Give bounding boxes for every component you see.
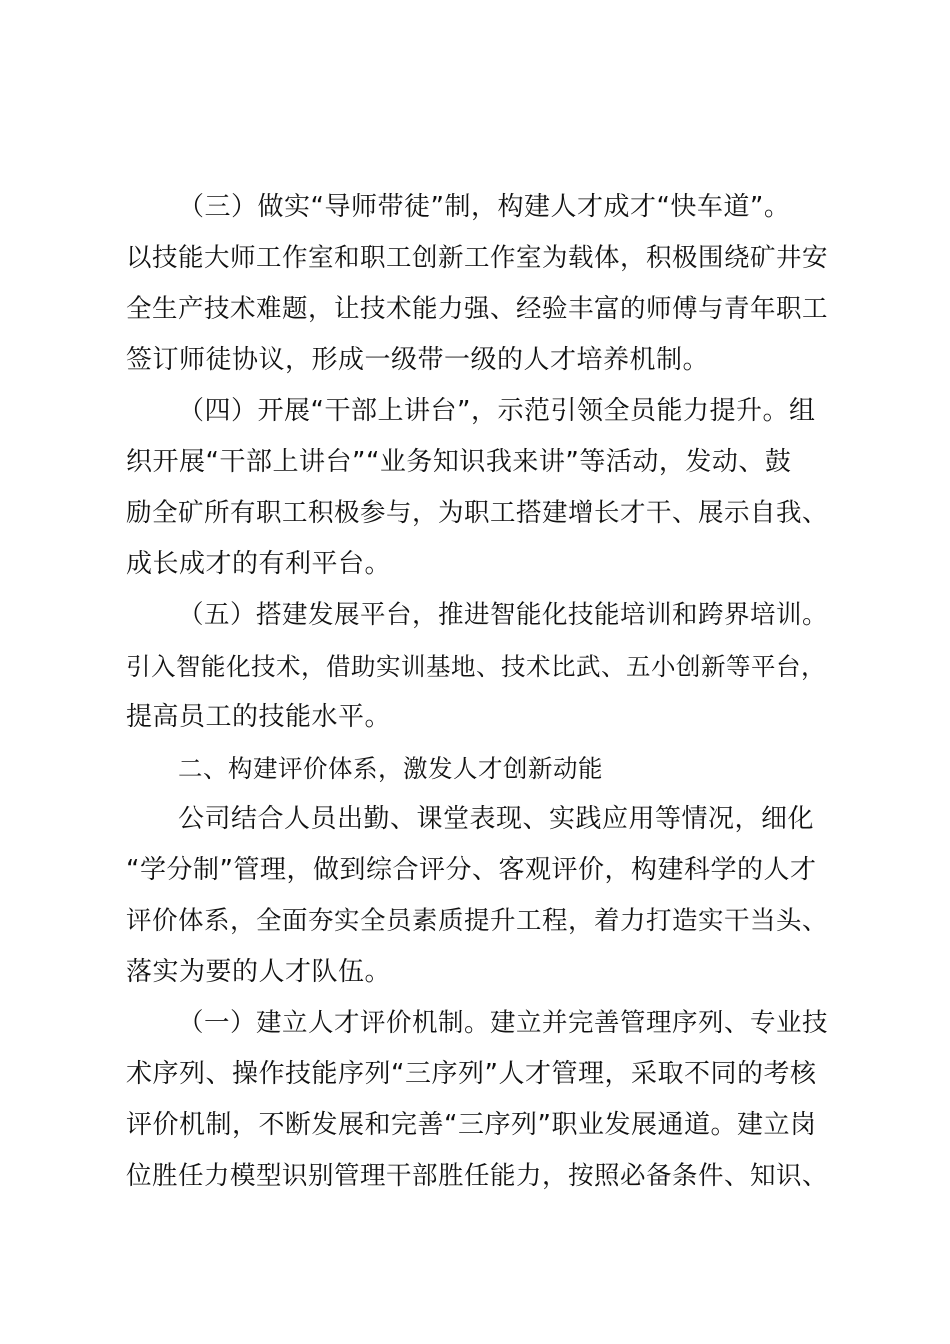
- paragraph-line: 织开展“干部上讲台”“业务知识我来讲”等活动，发动、鼓: [126, 447, 792, 477]
- paragraph-line: 励全矿所有职工积极参与，为职工搭建增长才干、展示自我、: [126, 498, 829, 528]
- paragraph-line: “学分制”管理，做到综合评分、客观评价，构建科学的人才: [126, 855, 817, 885]
- paragraph-line: 签订师徒协议，形成一级带一级的人才培养机制。: [126, 345, 710, 375]
- paragraph-line: 提高员工的技能水平。: [126, 702, 392, 732]
- paragraph-line: 位胜任力模型识别管理干部胜任能力，按照必备条件、知识、: [126, 1161, 829, 1191]
- document-body: [126, 182, 832, 1202]
- paragraph-line: 引入智能化技术，借助实训基地、技术比武、五小创新等平台，: [126, 652, 826, 681]
- paragraph-line: （四）开展“干部上讲台”，示范引领全员能力提升。组: [178, 396, 816, 426]
- paragraph-line: （五）搭建发展平台，推进智能化技能培训和跨界培训。: [178, 600, 829, 630]
- paragraph-line: 评价体系，全面夯实全员素质提升工程，着力打造实干当头、: [126, 906, 829, 936]
- paragraph-line: 成长成才的有利平台。: [126, 549, 392, 579]
- paragraph-line: 术序列、操作技能序列“三序列”人才管理，采取不同的考核: [126, 1059, 817, 1089]
- paragraph-line: （三）做实“导师带徒”制，构建人才成才“快车道”。: [178, 192, 791, 222]
- paragraph-line: 评价机制，不断发展和完善“三序列”职业发展通道。建立岗: [126, 1110, 817, 1140]
- section-heading: 二、构建评价体系，激发人才创新动能: [178, 754, 603, 783]
- paragraph-line: （一）建立人才评价机制。建立并完善管理序列、专业技: [178, 1008, 829, 1038]
- paragraph-line: 落实为要的人才队伍。: [126, 957, 392, 987]
- paragraph-line: 全生产技术难题，让技术能力强、经验丰富的师傅与青年职工: [126, 294, 829, 324]
- paragraph-line: 以技能大师工作室和职工创新工作室为载体，积极围绕矿井安: [126, 243, 829, 273]
- paragraph-line: 公司结合人员出勤、课堂表现、实践应用等情况，细化: [178, 804, 815, 834]
